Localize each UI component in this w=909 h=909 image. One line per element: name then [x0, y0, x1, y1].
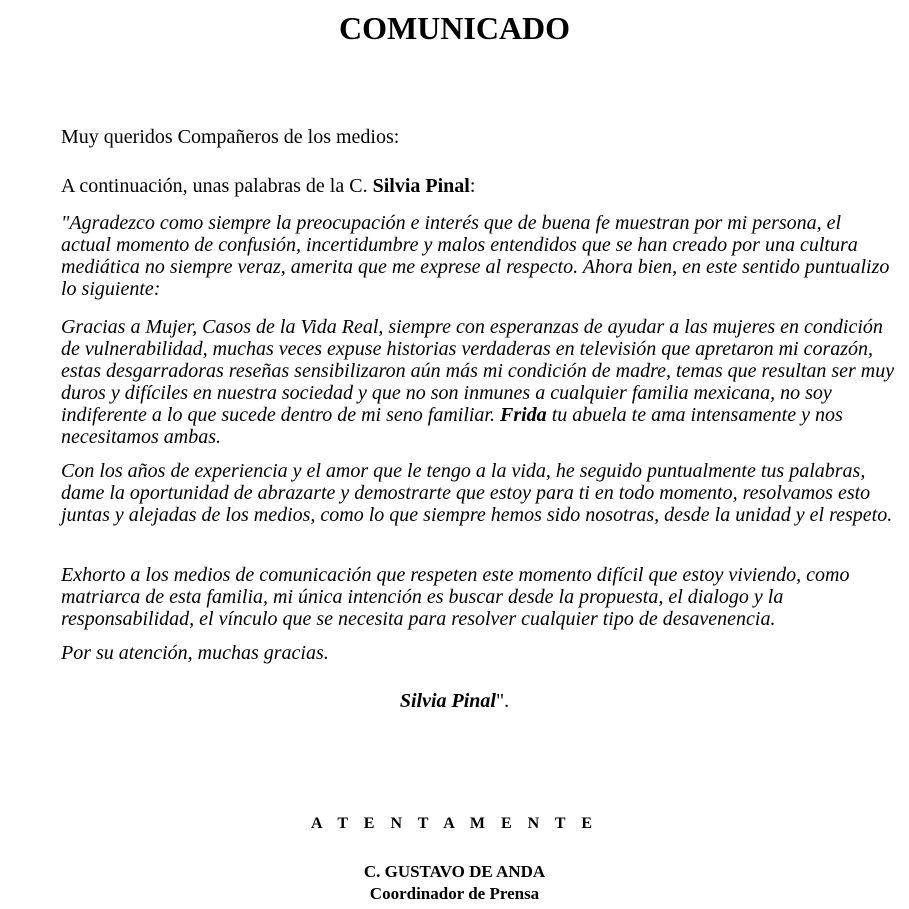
intro-suffix: : [469, 175, 476, 197]
quote-paragraph: Exhorto a los medios de comunicación que respeten este momento difícil que estoy viviendo, como matriarca de esta familia, mi única intención es buscar desde la propuesta, el dialogo y la responsabilidad, el vínculo que se necesita para resolver cualquier tipo de desavenencia. [61, 564, 850, 630]
signer-block [0, 861, 909, 905]
signer-role: Coordinador de Prensa [369, 884, 540, 903]
document-title: COMUNICADO [338, 10, 571, 46]
quote-paragraph: Con los años de experiencia y el amor que le tengo a la vida, he seguido puntualmente tus palabras, dame la oportunidad de abrazarte y demostrarte que estoy para ti en todo momento, resolvamos esto juntas y alejadas de los medios, como lo que siempre hemos sido nosotras, desde la unidad y el respeto. [61, 460, 893, 526]
quote-paragraph: Por su atención, muchas gracias. [61, 642, 329, 664]
salutation: Muy queridos Compañeros de los medios: [61, 126, 400, 148]
quote-paragraph: "Agradezco como siempre la preocupación e interés que de buena fe muestran por mi persona, el actual momento de confusión, incertidumbre y malos entendidos que se han creado por una cultura mediática no siempre veraz, amerita que me exprese al respecto. Ahora bien, en este sentido puntualizo lo siguiente: [61, 212, 890, 300]
quote-text: Gracias a Mujer, Casos de la Vida Real, siempre con esperanzas de ayudar a las mujeres en condición de vulnerabilidad, muchas veces expuse historias verdaderas en televisión que apretaron mi corazón, estas desgarradoras reseñas sensibilizaron aún más mi condición de madre, temas que resultan ser muy duros y difíciles en nuestra sociedad y que no son inmunes a cualquier familia mexicana, no soy indiferente a lo que sucede dentro de mi seno familiar. [61, 316, 895, 426]
closing-word: A T E N T A M E N T E [311, 815, 598, 832]
quote-signature [0, 690, 909, 712]
intro-name: Silvia Pinal [372, 175, 470, 197]
signature-name: Silvia Pinal [399, 690, 496, 712]
quote-text: tu abuela te ama intensamente y nos necesitamos ambas. [61, 404, 843, 448]
intro-line [61, 175, 896, 197]
quote-paragraph [61, 316, 896, 448]
quote-bold-name: Frida [500, 404, 547, 426]
signer-name: C. GUSTAVO DE ANDA [363, 862, 546, 881]
signature-suffix: ". [495, 690, 510, 712]
intro-prefix: A continuación, unas palabras de la C. [61, 175, 373, 197]
